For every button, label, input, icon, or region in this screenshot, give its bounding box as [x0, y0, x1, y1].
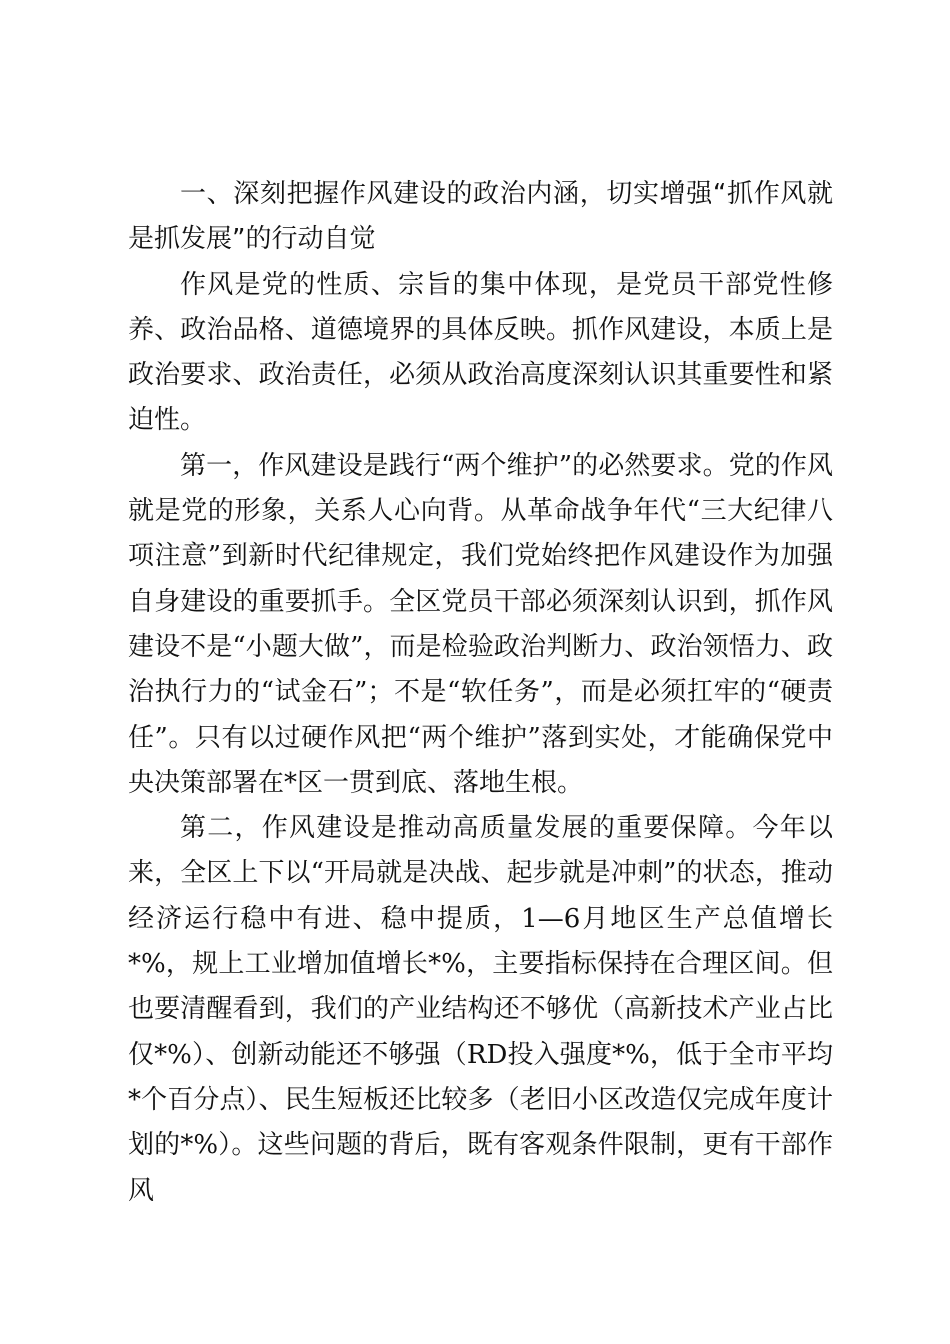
section-heading: 一、深刻把握作风建设的政治内涵，切实增强“抓作风就是抓发展”的行动自觉	[128, 179, 833, 255]
document-body	[128, 172, 833, 1214]
paragraph-first-point: 第一，作风建设是践行“两个维护”的必然要求。党的作风就是党的形象，关系人心向背。从革命战争年代“三大纪律八项注意”到新时代纪律规定，我们党始终把作风建设作为加强自身建设的重要抓手。全区党员干部必须深刻认识到，抓作风建设不是“小题大做”，而是检验政治判断力、政治领悟力、政治执行力的“试金石”；不是“软任务”，而是必须扛牢的“硬责任”。只有以过硬作风把“两个维护”落到实处，才能确保党中央决策部署在*区一贯到底、落地生根。	[128, 450, 833, 798]
paragraph-intro: 作风是党的性质、宗旨的集中体现，是党员干部党性修养、政治品格、道德境界的具体反映。抓作风建设，本质上是政治要求、政治责任，必须从政治高度深刻认识其重要性和紧迫性。	[128, 269, 833, 436]
paragraph-second-point: 第二，作风建设是推动高质量发展的重要保障。今年以来，全区上下以“开局就是决战、起步就是冲刺”的状态，推动经济运行稳中有进、稳中提质，1—6月地区生产总值增长*%，规上工业增加值增长*%，主要指标保持在合理区间。但也要清醒看到，我们的产业结构还不够优（高新技术产业占比仅*%）、创新动能还不够强（RD投入强度*%，低于全市平均*个百分点）、民生短板还比较多（老旧小区改造仅完成年度计划的*%）。这些问题的背后，既有客观条件限制，更有干部作风	[128, 813, 833, 1206]
